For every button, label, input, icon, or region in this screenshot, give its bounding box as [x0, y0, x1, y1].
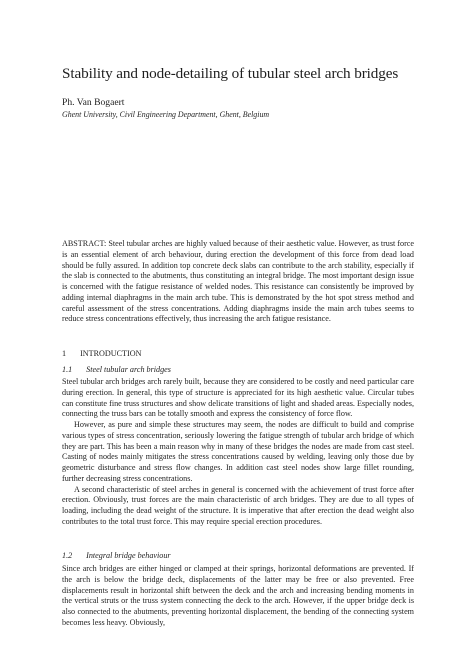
section-number: 1: [62, 349, 67, 358]
subsection-number: 1.2: [62, 551, 73, 560]
subsection-title: Integral bridge behaviour: [86, 551, 171, 560]
section-body-integral-bridge: [62, 564, 414, 629]
abstract: [62, 239, 414, 325]
author-affiliation: Ghent University, Civil Engineering Department, Ghent, Belgium: [62, 110, 270, 119]
subsection-heading-steel-tubular: [62, 364, 414, 375]
abstract-text: ABSTRACT: Steel tubular arches are highly valued because of their aesthetic value. However, as trust force is an essential element of arch behaviour, during erection the development of this force from dead load should be fully assured. In addition top concrete deck slabs can contribute to the arch stability, especially if the slab is connected to the abutments, thus constituting an integral bridge. The most important design issue is concerned with the fatigue resistance of welded nodes. This resistance can consistently be improved by adding internal diaphragms in the main arch tube. This is demonstrated by the hot spot stress method and careful assessment of the stress concentrations. Adding diaphragms inside the main arch tubes seems to reduce stress concentrations effectively, thus increasing the arch fatigue resistance.: [62, 239, 414, 324]
paragraph: However, as pure and simple these structures may seem, the nodes are difficult to build and comprise various types of stress concentration, seriously lowering the fatigue strength of tubular arch bridge of which they are part. This has been a main reason why in many of these bridges the nodes are made from cast steel. Casting of nodes mainly mitigates the stress concentrations caused by welding, leaving only those due by geometric disturbance and stress flow changes. In addition cast steel nodes show large fillet rounding, further decreasing stress concentrations.: [62, 420, 414, 483]
subsection-heading-integral-bridge: [62, 550, 414, 561]
section-title: INTRODUCTION: [80, 349, 142, 358]
paragraph: Steel tubular arch bridges arch rarely built, because they are considered to be costly and need particular care during erection. In general, this type of structure is appreciated for its high aesthetic value. Circular tubes can constitute fine truss structures and show delicate transitions of light and shaded areas. Especially nodes, connecting the truss bars can be totally smooth and express the consistency of force flow.: [62, 377, 414, 419]
paper-title: Stability and node-detailing of tubular steel arch bridges: [62, 65, 399, 82]
section-body-steel-tubular: [62, 377, 414, 528]
author-name: Ph. Van Bogaert: [62, 97, 125, 108]
paragraph: A second characteristic of steel arches in general is concerned with the achievement of trust force after erection. Obviously, trust forces are the main characteristic of arch bridges. They are due to all types of loading, including the dead weight of the structure. It is imperative that after erection the dead weight also contributes to the total trust force. This may require special erection procedures.: [62, 484, 414, 526]
paragraph: Since arch bridges are either hinged or clamped at their springs, horizontal deformations are prevented. If the arch is below the bridge deck, displacements of the latter may be free or also prevented. Free displacements result in horizontal shift between the deck and the arch and increasing bending moments in the vertical struts or the truss system connecting the deck to the arch. However, if the upper bridge deck is also connected to the abutments, preventing horizontal displacement, the bending of the connecting system becomes less heavy. Obviously,: [62, 564, 414, 627]
subsection-number: 1.1: [62, 365, 73, 374]
subsection-title: Steel tubular arch bridges: [86, 365, 171, 374]
section-heading-introduction: [62, 348, 414, 359]
